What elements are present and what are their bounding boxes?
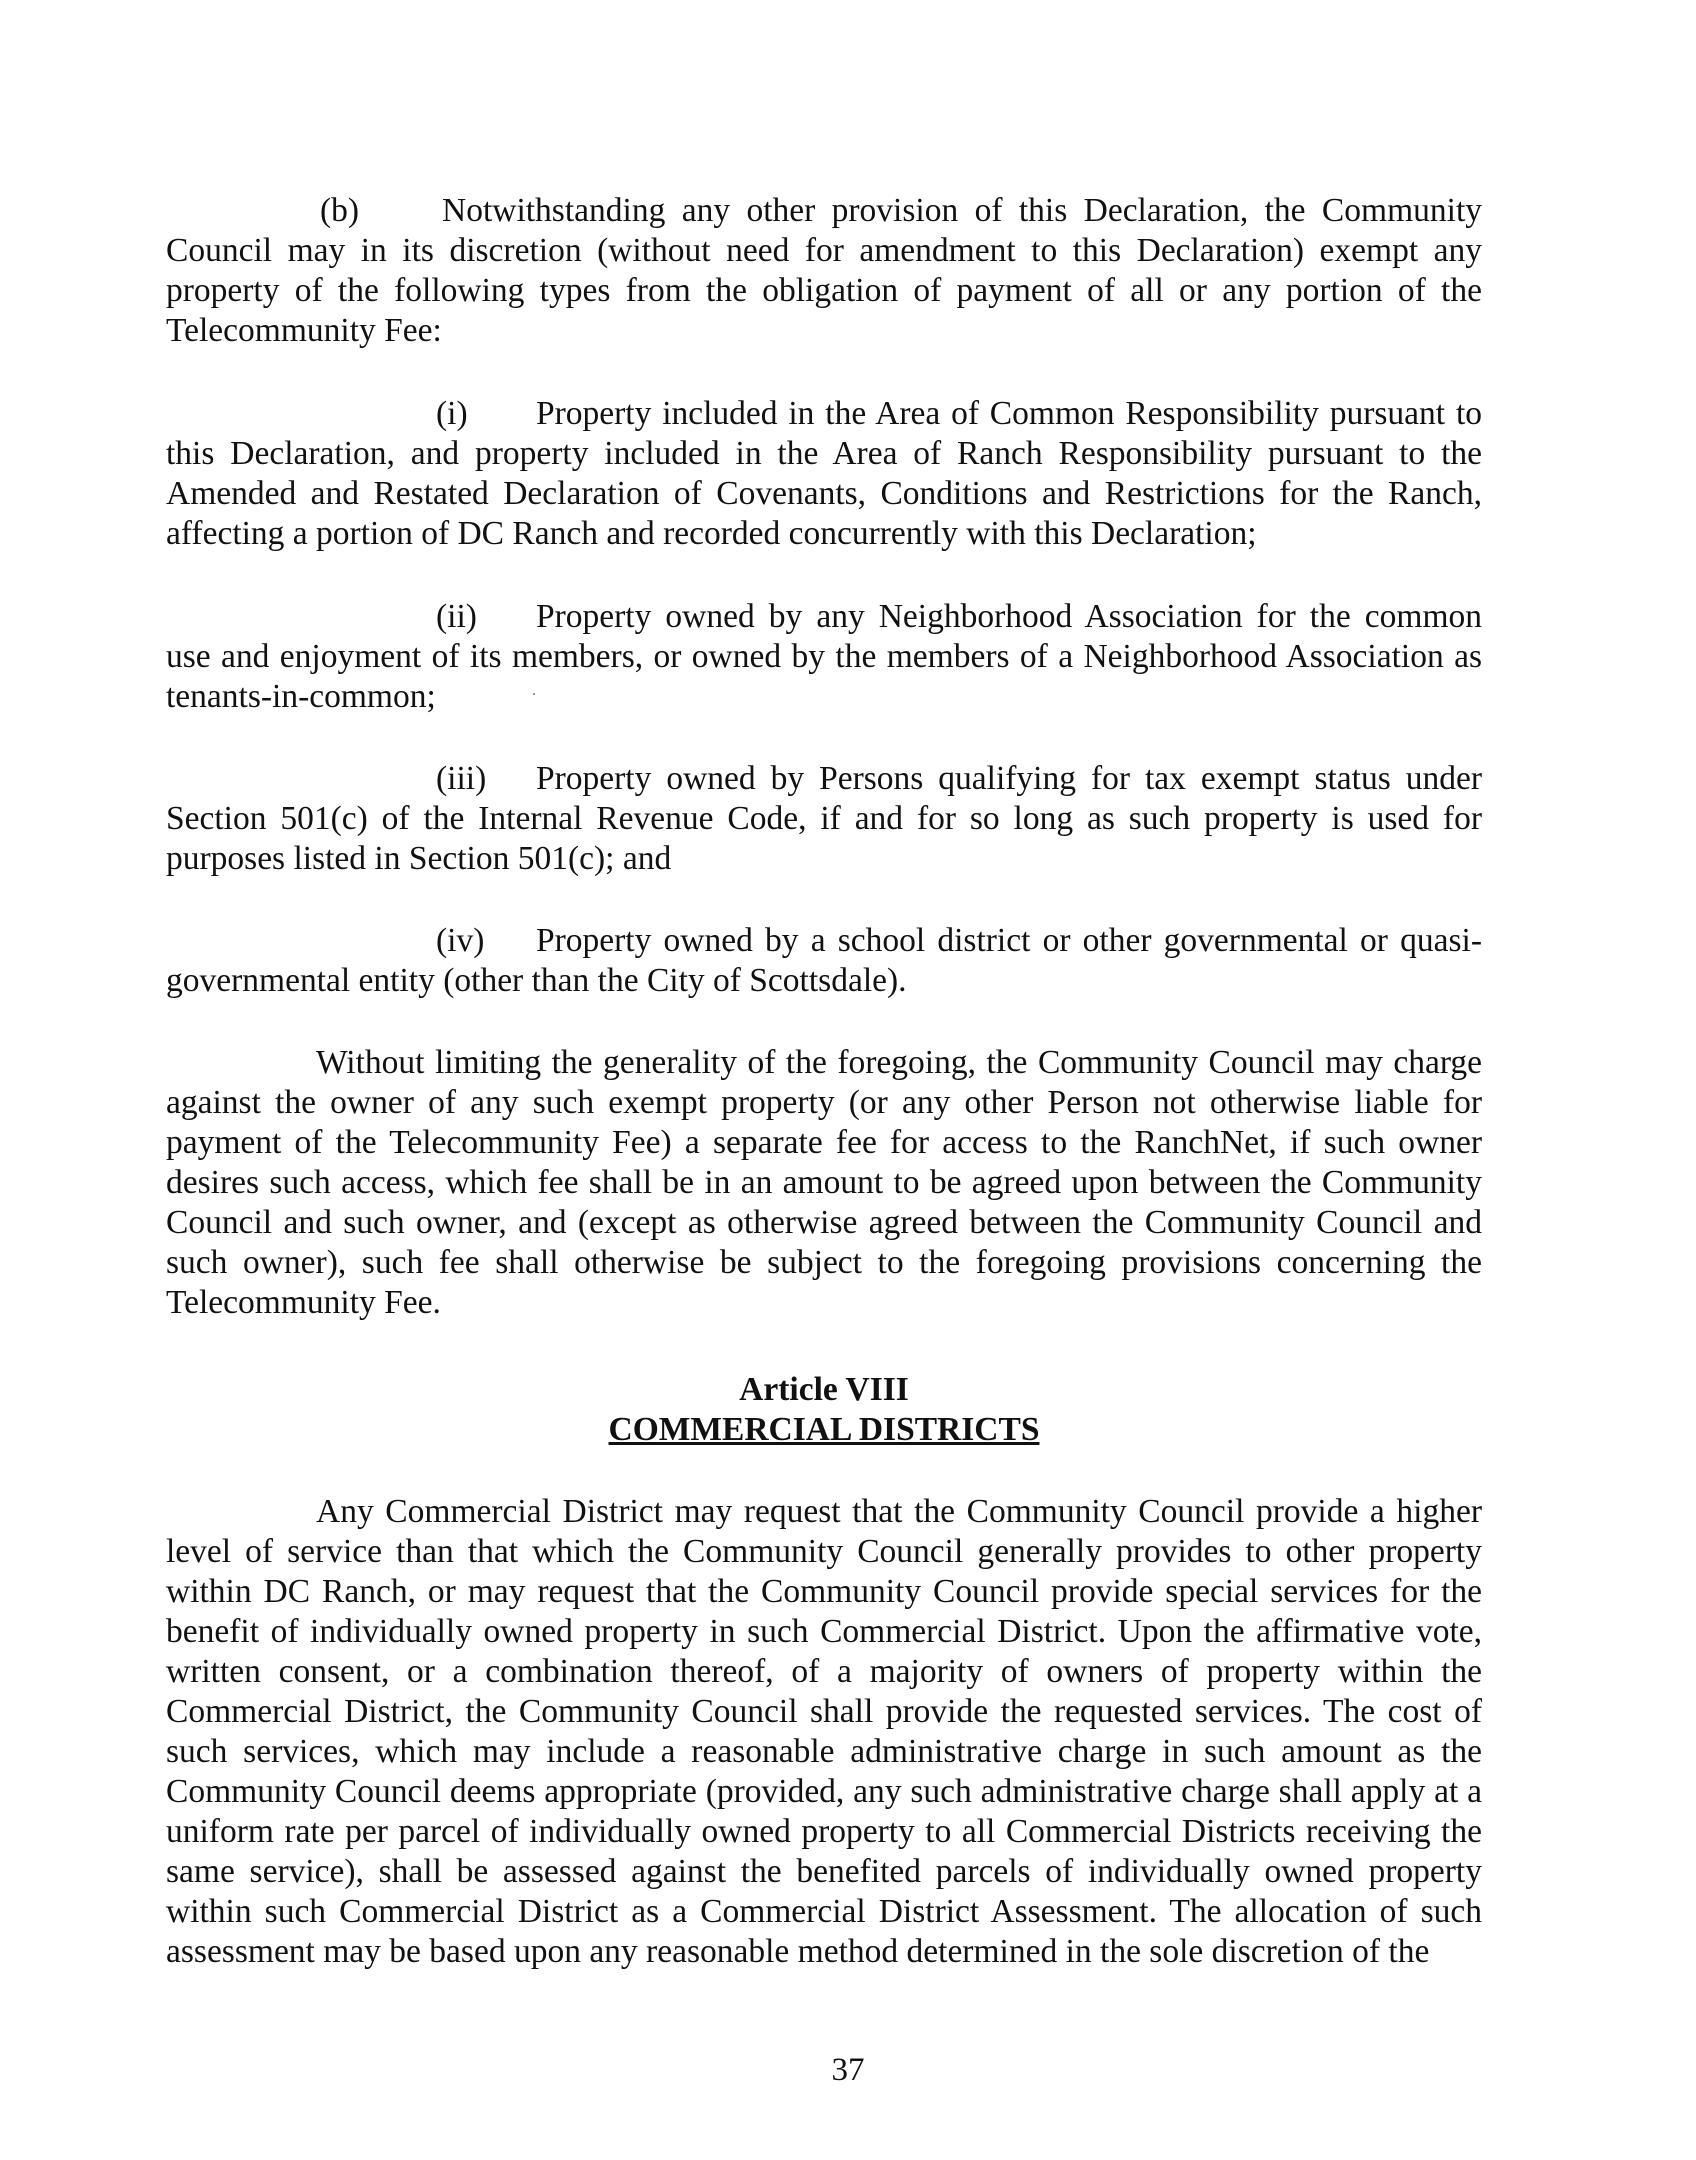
article-title: COMMERCIAL DISTRICTS — [608, 1411, 1040, 1448]
paragraph-b-text: Notwithstanding any other provision of this Declaration, the Community Council may in its discretion (without need for amendment to this Declaration) exempt any property of the following types from the obligation of payment of all or any portion of the Telecommunity Fee: — [166, 192, 1482, 349]
item-ii-label: (ii) — [436, 598, 477, 635]
item-iii-text: Property owned by Persons qualifying for tax exempt status under Section 501(c) of the Internal Revenue Code, if and for so long as such property is used for purposes listed in Section 501(c); and — [166, 760, 1482, 877]
item-iv-label: (iv) — [436, 922, 485, 959]
article-number: Article VIII — [739, 1371, 909, 1408]
article-heading — [166, 1370, 1482, 1450]
paragraph-b-label: (b) — [320, 192, 360, 229]
item-ii — [166, 597, 1482, 717]
paragraph-without-limiting: Without limiting the generality of the foregoing, the Community Council may charge against the owner of any such exempt property (or any other Person not otherwise liable for payment of the Telecommunity Fee) a separate fee for access to the RanchNet, if such owner desires such access, which fee shall be in an amount to be agreed upon between the Community Council and such owner, and (except as otherwise agreed between the Community Council and such owner), such fee shall otherwise be subject to the foregoing provisions concerning the Telecommunity Fee. — [166, 1044, 1482, 1321]
item-iv — [166, 921, 1482, 1001]
item-iii — [166, 759, 1482, 879]
page-number: 37 — [831, 2052, 865, 2088]
paragraph-commercial-districts: Any Commercial District may request that the Community Council provide a higher level of service than that which the Community Council generally provides to other property within DC Ranch, or may request that the Community Council provide special services for the benefit of individually owned property in such Commercial District. Upon the affirmative vote, written consent, or a combination thereof, of a majority of owners of property within the Commercial District, the Community Council shall provide the requested services. The cost of such services, which may include a reasonable administrative charge in such amount as the Community Council deems appropriate (provided, any such administrative charge shall apply at a uniform rate per parcel of individually owned property to all Commercial Districts receiving the same service), shall be assessed against the benefited parcels of individually owned property within such Commercial District as a Commercial District Assessment. The allocation of such assessment may be based upon any reasonable method determined in the sole discretion of the — [166, 1493, 1482, 1970]
scan-speck — [533, 693, 535, 695]
item-iv-text: Property owned by a school district or other governmental or quasi-governmental entity (other than the City of Scottsdale). — [166, 922, 1482, 999]
item-iii-label: (iii) — [436, 760, 487, 797]
item-i-label: (i) — [436, 395, 468, 432]
paragraph-b — [166, 191, 1482, 351]
item-i — [166, 394, 1482, 554]
item-ii-text: Property owned by any Neighborhood Association for the common use and enjoyment of its members, or owned by the members of a Neighborhood Association as tenants-in-common; — [166, 598, 1482, 715]
item-i-text: Property included in the Area of Common Responsibility pursuant to this Declaration, and property included in the Area of Ranch Responsibility pursuant to the Amended and Restated Declaration of Covenants, Conditions and Restrictions for the Ranch, affecting a portion of DC Ranch and recorded concurrently with this Declaration; — [166, 395, 1482, 552]
